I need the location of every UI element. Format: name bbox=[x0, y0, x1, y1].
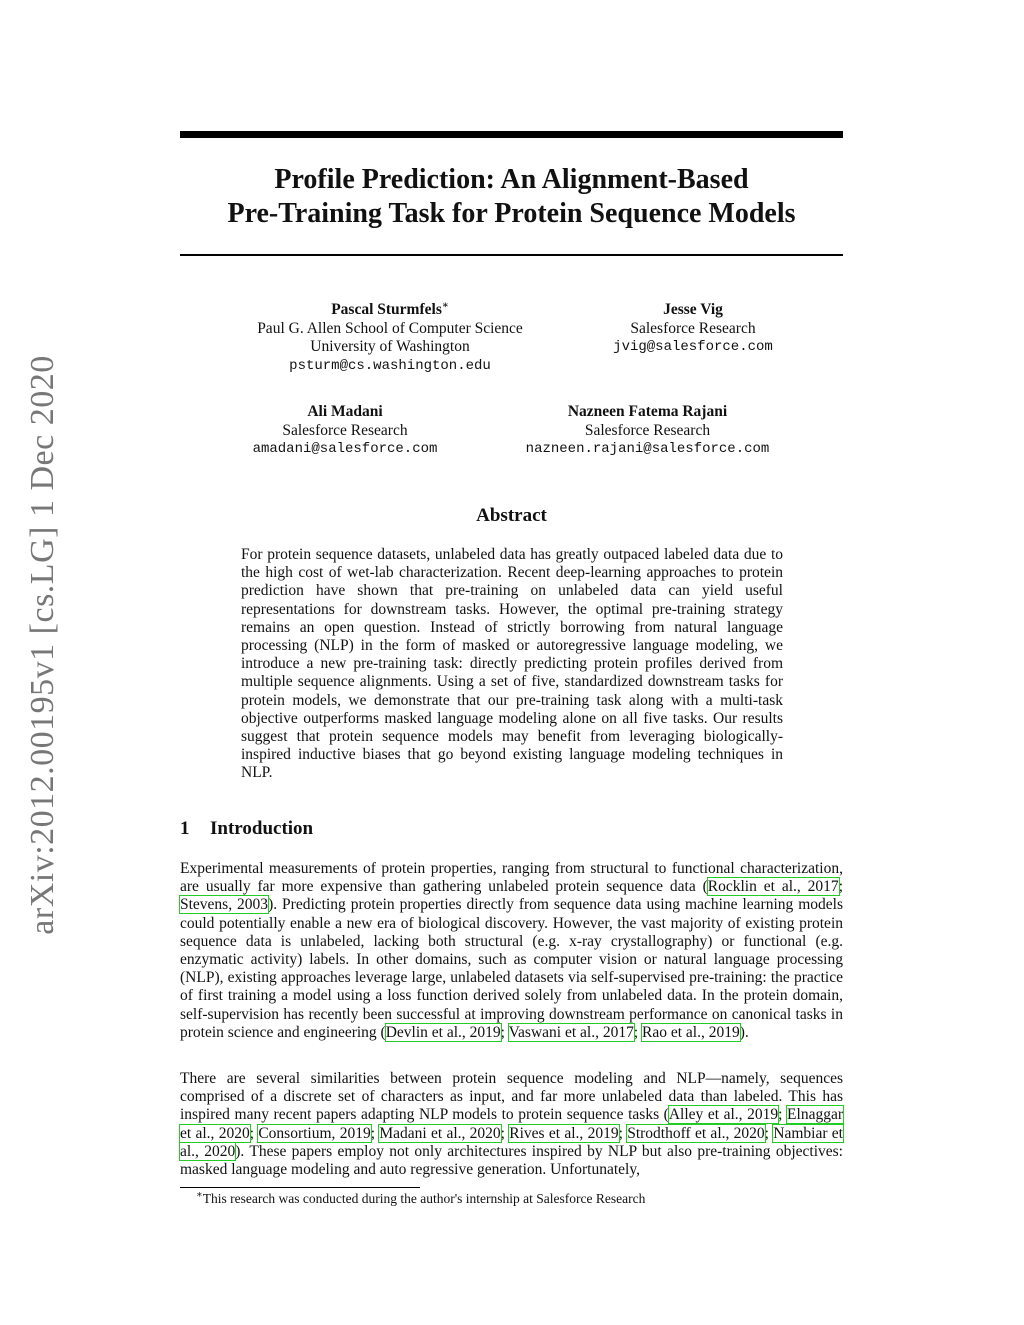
author-affiliation: Salesforce Research bbox=[584, 421, 711, 439]
intro-paragraph-2: There are several similarities between protein sequence modeling and NLP—namely, sequences comprised of a discrete set of characters as input, and far more unlabeled data than labeled. This has inspired many recent papers adapting NLP models to protein sequence tasks (Alley et al., 2019; Elnaggar et al., 2020; Consortium, 2019; Madani et al., 2020; Rives et al., 2019; Strodthoff et al., 2020; Nambiar et al., 2020). These papers employ not only architectures inspired by NLP but also pre-training objectives: masked language modeling and auto regressive generation. Unfortunately, bbox=[180, 1070, 843, 1179]
footnote bbox=[196, 1191, 645, 1207]
author-block-2 bbox=[593, 301, 793, 357]
intro-paragraph-1: Experimental measurements of protein properties, ranging from structural to functional characterization, are usually far more expensive than gathering unlabeled protein sequence data (Rocklin et al., 2017; Stevens, 2003). Predicting protein properties directly from sequence data using machine learning models could potentially enable a new era of biological discovery. However, the vast majority of existing protein sequence data is unlabeled, lacking both structural (e.g. x-ray crystallography) or functional (e.g. enzymatic activity) labels. In other domains, such as computer vision or natural language processing (NLP), existing approaches leverage large, unlabeled datasets via self-supervised pre-training: the practice of first training a model using a loss function derived solely from unlabeled data. In the protein domain, self-supervision has recently been successful at improving downstream performance on canonical tasks in protein science and engineering (Devlin et al., 2019; Vaswani et al., 2017; Rao et al., 2019). bbox=[180, 860, 843, 1041]
title-rule-bottom bbox=[180, 254, 843, 256]
citation-link[interactable]: Rao et al., 2019 bbox=[642, 1023, 740, 1041]
citation-link[interactable]: Alley et al., 2019 bbox=[668, 1106, 779, 1124]
author-affiliation-2: University of Washington bbox=[310, 338, 470, 355]
citation-link[interactable]: Nambiar et al., 2020 bbox=[180, 1124, 843, 1160]
section-number: 1 bbox=[180, 818, 190, 839]
abstract-heading: Abstract bbox=[476, 505, 547, 526]
citation-link[interactable]: Devlin et al., 2019 bbox=[385, 1023, 501, 1041]
arxiv-stamp bbox=[18, 355, 68, 935]
footnote-marker[interactable]: ∗ bbox=[441, 299, 449, 311]
arxiv-stamp-text: arXiv:2012.00195v1 [cs.LG] 1 Dec 2020 bbox=[24, 355, 61, 935]
author-affiliation: Salesforce Research bbox=[282, 421, 408, 439]
title-line-1: Profile Prediction: An Alignment-Based bbox=[274, 164, 749, 195]
author-affiliation: Salesforce Research bbox=[630, 319, 756, 337]
author-email[interactable]: psturm@cs.washington.edu bbox=[289, 357, 491, 374]
footnote-mark: ∗ bbox=[196, 1189, 203, 1201]
title-line-2: Pre-Training Task for Protein Sequence Models bbox=[227, 198, 796, 229]
citation-link[interactable]: Elnaggar et al., 2020 bbox=[180, 1106, 843, 1142]
author-block-3 bbox=[225, 403, 465, 459]
title-rule-top bbox=[180, 131, 843, 138]
author-name: Nazneen Fatema Rajani bbox=[567, 403, 728, 420]
citation-link[interactable]: Stevens, 2003 bbox=[180, 896, 269, 914]
author-email[interactable]: amadani@salesforce.com bbox=[252, 441, 438, 457]
author-block-4 bbox=[500, 403, 795, 459]
section-title: Introduction bbox=[210, 818, 314, 839]
author-email[interactable]: nazneen.rajani@salesforce.com bbox=[525, 441, 770, 457]
citation-link[interactable]: Strodthoff et al., 2020 bbox=[627, 1124, 765, 1142]
citation-link[interactable]: Consortium, 2019 bbox=[258, 1124, 371, 1142]
abstract-body: For protein sequence datasets, unlabeled data has greatly outpaced labeled data due to the high cost of wet-lab characterization. Recent deep-learning approaches to protein prediction have shown that pre-training on unlabeled data can yield useful representations for downstream tasks. However, the optimal pre-training strategy remains an open question. Instead of strictly borrowing from natural language processing (NLP) in the form of masked or autoregressive language modeling, we introduce a new pre-training task: directly predicting protein profiles derived from multiple sequence alignments. Using a set of five, standardized downstream tasks for protein models, we demonstrate that our pre-training task along with a multi-task objective outperforms masked language modeling alone on all five tasks. Our results suggest that protein sequence models may benefit from leveraging biologically-inspired inductive biases that go beyond existing language modeling techniques in NLP. bbox=[241, 546, 783, 782]
author-name: Pascal Sturmfels∗ bbox=[331, 299, 449, 318]
footnote-text: This research was conducted during the author's internship at Salesforce Research bbox=[202, 1191, 646, 1206]
author-block-1 bbox=[240, 301, 540, 375]
citation-link[interactable]: Rocklin et al., 2017 bbox=[707, 878, 839, 896]
footnote-rule bbox=[180, 1187, 420, 1188]
author-name: Ali Madani bbox=[307, 403, 383, 420]
author-email[interactable]: jvig@salesforce.com bbox=[613, 339, 773, 355]
citation-link[interactable]: Rives et al., 2019 bbox=[509, 1124, 619, 1142]
author-name: Jesse Vig bbox=[663, 301, 723, 318]
paper-title bbox=[180, 163, 843, 231]
author-affiliation: Paul G. Allen School of Computer Science bbox=[257, 319, 523, 337]
section-heading bbox=[180, 818, 313, 840]
citation-link[interactable]: Vaswani et al., 2017 bbox=[508, 1023, 634, 1041]
citation-link[interactable]: Madani et al., 2020 bbox=[379, 1124, 501, 1142]
